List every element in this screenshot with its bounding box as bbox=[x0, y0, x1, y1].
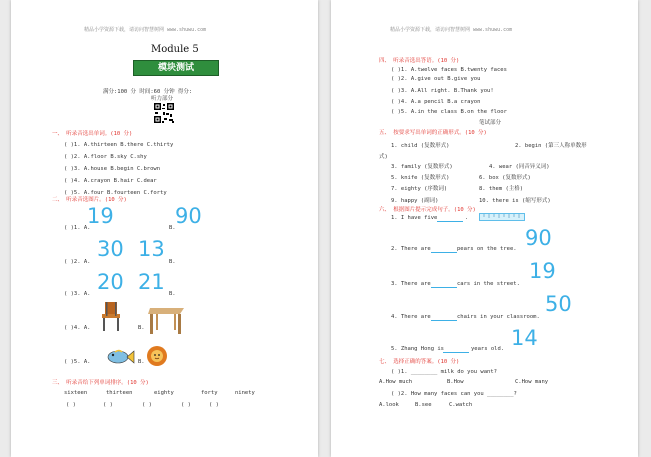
s1-row: ( )4. A.crayon B.hair C.dear bbox=[64, 178, 157, 184]
s2-prefix: ( )5. A. bbox=[64, 359, 91, 365]
s7-option: B.see bbox=[415, 402, 432, 408]
section-6-heading: 六、 根据图片提示完成句子。(10 分) bbox=[379, 207, 476, 213]
s3-paren: ( ) bbox=[103, 402, 113, 408]
s6-text: 5. Zhang Hong is bbox=[391, 346, 444, 352]
s5-item: 3. family (复数形式) bbox=[391, 164, 453, 170]
s7-option: C.How many bbox=[515, 379, 549, 385]
section-5-heading: 五、 按要求写出单词的正确形式。(10 分) bbox=[379, 130, 487, 136]
s1-row: ( )2. A.floor B.sky C.shy bbox=[64, 154, 147, 160]
s5-item: 9. happy (副词) bbox=[391, 198, 439, 204]
answer-blank[interactable] bbox=[431, 247, 457, 253]
chair-image bbox=[99, 300, 125, 332]
section-3-heading: 三、 听录音给下列单词排序。(10 分) bbox=[52, 380, 149, 386]
s7-option: A.How much bbox=[379, 379, 413, 385]
s3-word: ninety bbox=[235, 390, 255, 396]
hint-number: 19 bbox=[529, 259, 556, 283]
s5-item: 5. knife (复数形式) bbox=[391, 175, 450, 181]
section-7-heading: 七、 选择正确的答案。(10 分) bbox=[379, 359, 460, 365]
ruler-image bbox=[479, 213, 525, 221]
score-time-line: 满分:100 分 时间:60 分钟 得分: bbox=[103, 89, 193, 95]
answer-blank[interactable] bbox=[443, 347, 469, 353]
number-13: 13 bbox=[138, 237, 165, 261]
s6-text: . bbox=[465, 215, 469, 221]
s3-paren: ( ) bbox=[66, 402, 76, 408]
s6-text: chairs in your classroom. bbox=[457, 314, 540, 320]
s5-item: 10. there is (缩写形式) bbox=[479, 198, 551, 204]
s5-item: 7. eighty (序数词) bbox=[391, 186, 448, 192]
s4-row: ( )3. A.All right. B.Thank you! bbox=[391, 88, 494, 94]
s2-prefix: ( )3. A. bbox=[64, 291, 91, 297]
s2-prefix: ( )4. A. bbox=[64, 325, 91, 331]
number-19: 19 bbox=[87, 204, 114, 228]
s4-row: ( )4. A.a pencil B.a crayon bbox=[391, 99, 481, 105]
number-21: 21 bbox=[138, 270, 165, 294]
s5-item: 4. wear (同音异义词) bbox=[489, 164, 550, 170]
s7-question: ( )2. How many faces can you ________? bbox=[391, 391, 517, 397]
s3-paren: ( ) bbox=[209, 402, 219, 408]
lion-image bbox=[145, 344, 169, 368]
listening-label: 听力部分 bbox=[151, 96, 174, 102]
answer-blank[interactable] bbox=[431, 282, 457, 288]
s4-row: ( )5. A.in the class B.on the floor bbox=[391, 109, 507, 115]
s6-text: 4. There are bbox=[391, 314, 431, 320]
s1-row: ( )1. A.thirteen B.there C.thirty bbox=[64, 142, 174, 148]
s2-b-label: B. bbox=[169, 259, 176, 265]
s7-question: ( )1. ________ milk do you want? bbox=[391, 369, 497, 375]
number-30: 30 bbox=[97, 237, 124, 261]
page-header: 精品小学资源下载，请访问智慧树网 www.shuwu.com bbox=[84, 27, 207, 33]
s7-option: A.look bbox=[379, 402, 399, 408]
hint-number: 14 bbox=[511, 326, 538, 350]
s1-row: ( )3. A.house B.begin C.brown bbox=[64, 166, 161, 172]
module-test-banner: 模块测试 bbox=[133, 60, 219, 76]
s3-paren: ( ) bbox=[181, 402, 191, 408]
s2-b-label: B. bbox=[138, 325, 145, 331]
s7-option: B.How bbox=[447, 379, 464, 385]
s3-word: thirteen bbox=[106, 390, 133, 396]
s4-row: ( )2. A.give out B.give you bbox=[391, 76, 481, 82]
s6-text: cars in the street. bbox=[457, 281, 520, 287]
s3-word: sixteen bbox=[64, 390, 88, 396]
section-4-heading: 四、 听录音选出答语。(10 分) bbox=[379, 58, 460, 64]
s2-b-label: B. bbox=[169, 225, 176, 231]
table-image bbox=[146, 304, 188, 336]
s5-item: 2. begin (第三人称单数形 bbox=[515, 143, 587, 149]
s5-item: 1. child (复数形式) bbox=[391, 143, 450, 149]
s2-prefix: ( )2. A. bbox=[64, 259, 91, 265]
s6-text: 3. There are bbox=[391, 281, 431, 287]
answer-blank[interactable] bbox=[437, 216, 463, 222]
page-title: Module 5 bbox=[151, 44, 199, 55]
s2-b-label: B. bbox=[169, 291, 176, 297]
answer-blank[interactable] bbox=[431, 315, 457, 321]
s6-text: pears on the tree. bbox=[457, 246, 517, 252]
page-header: 精品小学资源下载，请访问智慧树网 www.shuwu.com bbox=[390, 27, 513, 33]
s6-text: 1. I have five bbox=[391, 215, 438, 221]
s1-row: ( )5. A.four B.fourteen C.forty bbox=[64, 190, 167, 196]
left-page bbox=[11, 0, 318, 457]
number-90: 90 bbox=[175, 204, 202, 228]
written-label: 笔试部分 bbox=[479, 120, 502, 126]
s3-paren: ( ) bbox=[142, 402, 152, 408]
s4-row: ( )1. A.twelve faces B.twenty faces bbox=[391, 67, 507, 73]
s5-item: 式) bbox=[379, 154, 388, 160]
section-1-heading: 一、 听录音选出单词。(10 分) bbox=[52, 131, 133, 137]
fish-image bbox=[105, 347, 135, 367]
s6-text: 2. There are bbox=[391, 246, 431, 252]
number-20: 20 bbox=[97, 270, 124, 294]
s7-option: C.watch bbox=[449, 402, 473, 408]
s6-text: years old. bbox=[471, 346, 505, 352]
section-2-heading: 二、 听录音选图片。(10 分) bbox=[52, 197, 127, 203]
s3-word: eighty bbox=[154, 390, 174, 396]
right-page bbox=[331, 0, 638, 457]
s2-prefix: ( )1. A. bbox=[64, 225, 91, 231]
s2-b-label: B. bbox=[138, 359, 145, 365]
hint-number: 90 bbox=[525, 226, 552, 250]
hint-number: 50 bbox=[545, 292, 572, 316]
s5-item: 6. box (复数形式) bbox=[479, 175, 531, 181]
qr-code bbox=[153, 102, 175, 124]
s5-item: 8. them (主格) bbox=[479, 186, 524, 192]
s3-word: forty bbox=[201, 390, 218, 396]
